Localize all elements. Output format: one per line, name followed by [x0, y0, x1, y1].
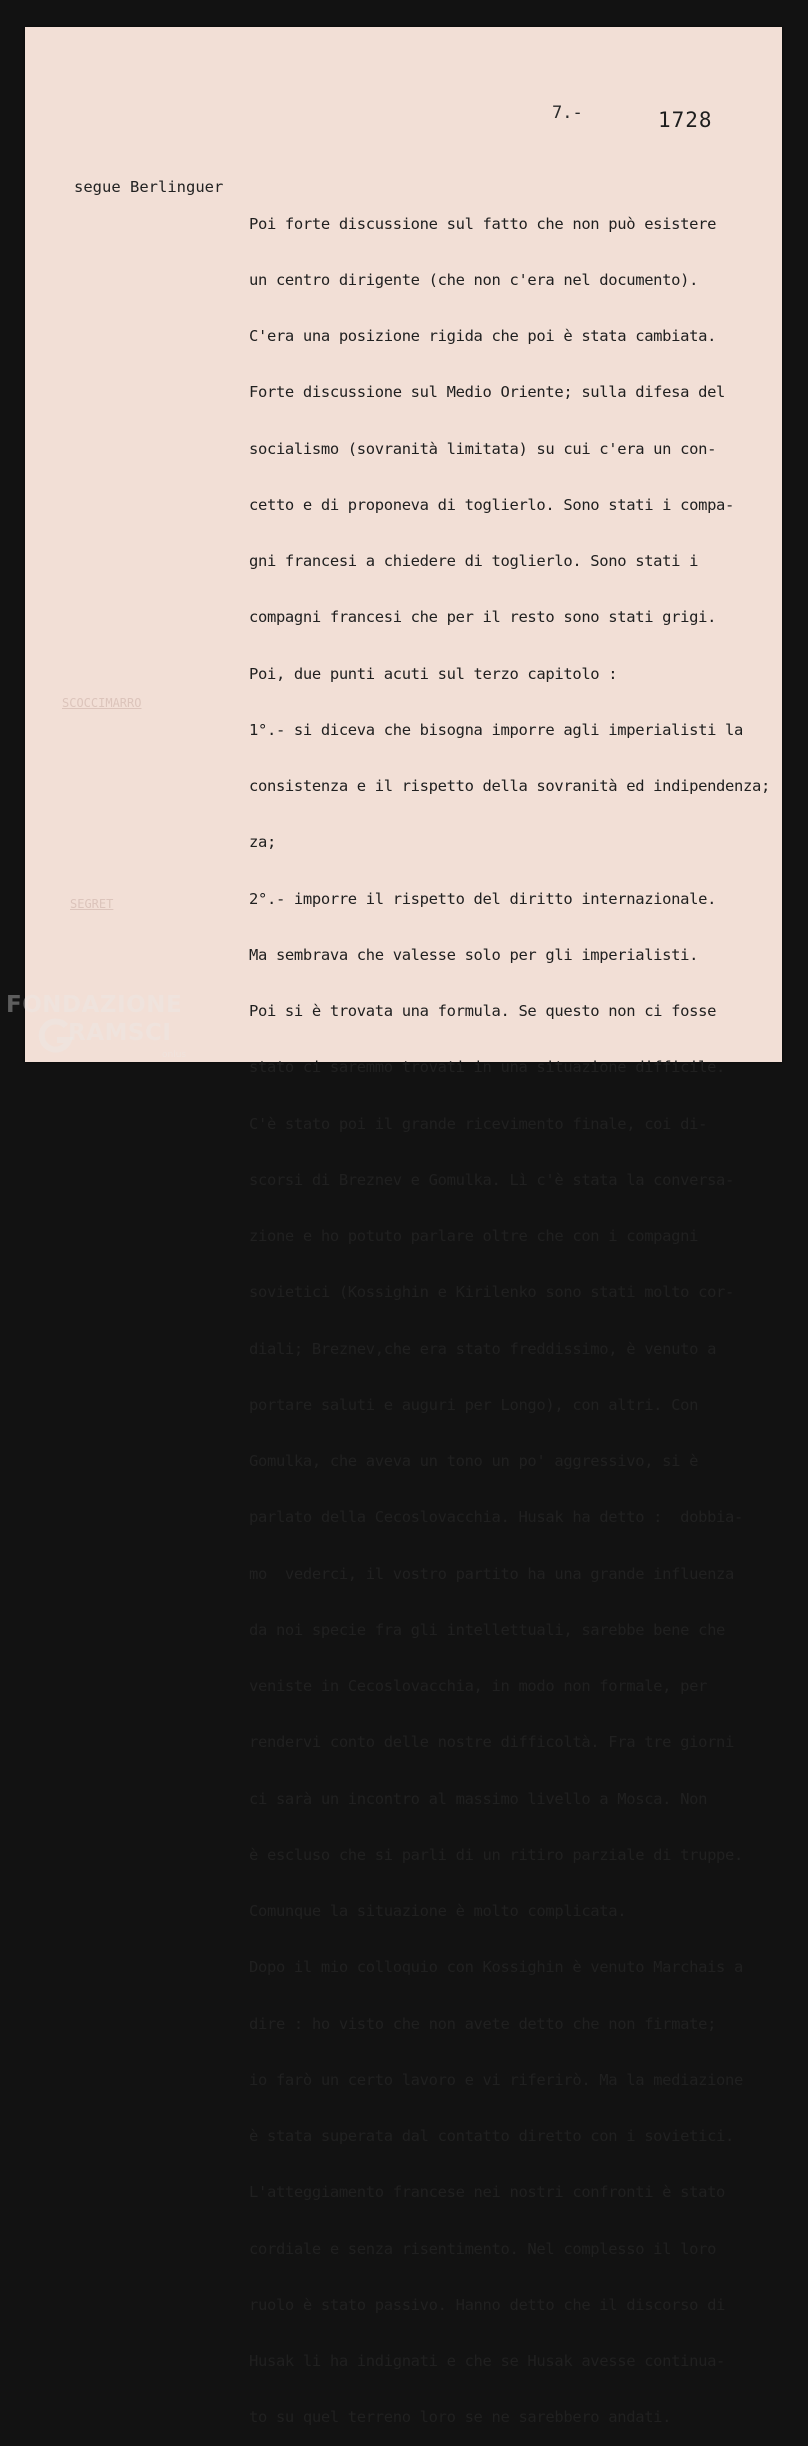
text-line: mo vederci, il vostro partito ha una grande influenza	[249, 1564, 735, 1583]
bleed-through-text: SEGRET	[70, 897, 114, 911]
page-number: 7.-	[552, 103, 583, 123]
watermark-line1: FONDAZIONE	[6, 992, 183, 1018]
document-number: 1728	[658, 108, 713, 132]
text-line: portare saluti e auguri per Longo), con altri. Con	[249, 1395, 699, 1414]
fondazione-gramsci-watermark	[2, 990, 212, 1080]
text-line: Poi, due punti acuti sul terzo capitolo :	[249, 664, 618, 683]
text-line: socialismo (sovranità limitata) su cui c'era un con-	[249, 439, 717, 458]
text-line: è stata superata dal contatto diretto con i sovietici.	[249, 2127, 735, 2145]
text-line: Husak li ha indignati e che se Husak avesse continua-	[249, 2352, 726, 2370]
text-line: un centro dirigente (che non c'era nel documento).	[249, 270, 699, 289]
text-line: za;	[249, 833, 276, 852]
text-line: rendervi conto delle nostre difficoltà. Fra tre giorni	[249, 1733, 735, 1752]
watermark-line2: RAMSCI	[68, 1020, 172, 1046]
text-line: cetto e di proponeva di toglierlo. Sono stati i compa-	[249, 495, 735, 514]
text-line: Forte discussione sul Medio Oriente; sulla difesa del	[249, 383, 726, 402]
text-line: diali; Breznev,che era stato freddissimo, è venuto a	[249, 1339, 717, 1358]
text-line: scorsi di Breznev e Gomulka. Lì c'è stata la conversa-	[249, 1170, 735, 1189]
text-line: 2°.- imporre il rispetto del diritto internazionale.	[249, 889, 717, 908]
text-line: ci sarà un incontro al massimo livello a Mosca. Non	[249, 1789, 708, 1808]
text-line: dire : ho visto che non avete detto che non firmate;	[249, 2014, 717, 2033]
text-line: Gomulka, che aveva un tono un po' aggressivo, si è	[249, 1452, 699, 1470]
text-line: veniste in Cecoslovacchia, in modo non formale, per	[249, 1677, 708, 1695]
text-line: 1°.- si diceva che bisogna imporre agli imperialisti la	[249, 720, 743, 739]
text-line: consistenza e il rispetto della sovranità ed indipendenza;	[249, 777, 770, 795]
text-line: stato ci saremmo trovati in una situazione difficile.	[249, 1058, 726, 1077]
text-line: ruolo è stato passivo. Hanno detto che il discorso di	[249, 2295, 726, 2314]
text-line: cordiale e senza risentimento. Nel complesso il loro	[249, 2239, 717, 2258]
watermark-suffix: onlus	[162, 1050, 187, 1060]
text-line: L'atteggiamento francese nei nostri confronti è stato	[249, 2183, 726, 2202]
text-line: to su quel terreno loro se ne sarebbero andati.	[249, 2408, 672, 2427]
speaker-label: segue Berlinguer	[74, 178, 224, 196]
text-line: Poi si è trovata una formula. Se questo non ci fosse	[249, 1002, 717, 1020]
text-line: è escluso che si parli di un ritiro parziale di truppe.	[249, 1845, 743, 1864]
text-line: C'era una posizione rigida che poi è stata cambiata.	[249, 327, 717, 345]
text-line: Poi forte discussione sul fatto che non può esistere	[249, 214, 717, 233]
text-line: compagni francesi che per il resto sono stati grigi.	[249, 608, 717, 627]
text-line: parlato della Cecoslovacchia. Husak ha detto : dobbia-	[249, 1508, 743, 1527]
text-line: C'è stato poi il grande ricevimento finale, coi di-	[249, 1114, 708, 1133]
text-line: io farò un certo lavoro e vi riferirò. Ma la mediazione	[249, 2070, 743, 2089]
text-line: sovietici (Kossighin e Kirilenko sono stati molto cor-	[249, 1283, 735, 1302]
bleed-through-text: SCOCCIMARRO	[62, 696, 142, 710]
text-line: Dopo il mio colloquio con Kossighin è venuto Marchais a	[249, 1958, 743, 1977]
text-line: zione e ho potuto parlare oltre che con i compagni	[249, 1227, 699, 1245]
text-line: gni francesi a chiedere di toglierlo. Sono stati i	[249, 552, 699, 570]
text-line: da noi specie fra gli intellettuali, sarebbe bene che	[249, 1620, 726, 1639]
body-text	[249, 177, 781, 2446]
text-line: Comunque la situazione è molto complicata.	[249, 1902, 627, 1920]
text-line: Ma sembrava che valesse solo per gli imperialisti.	[249, 945, 699, 964]
